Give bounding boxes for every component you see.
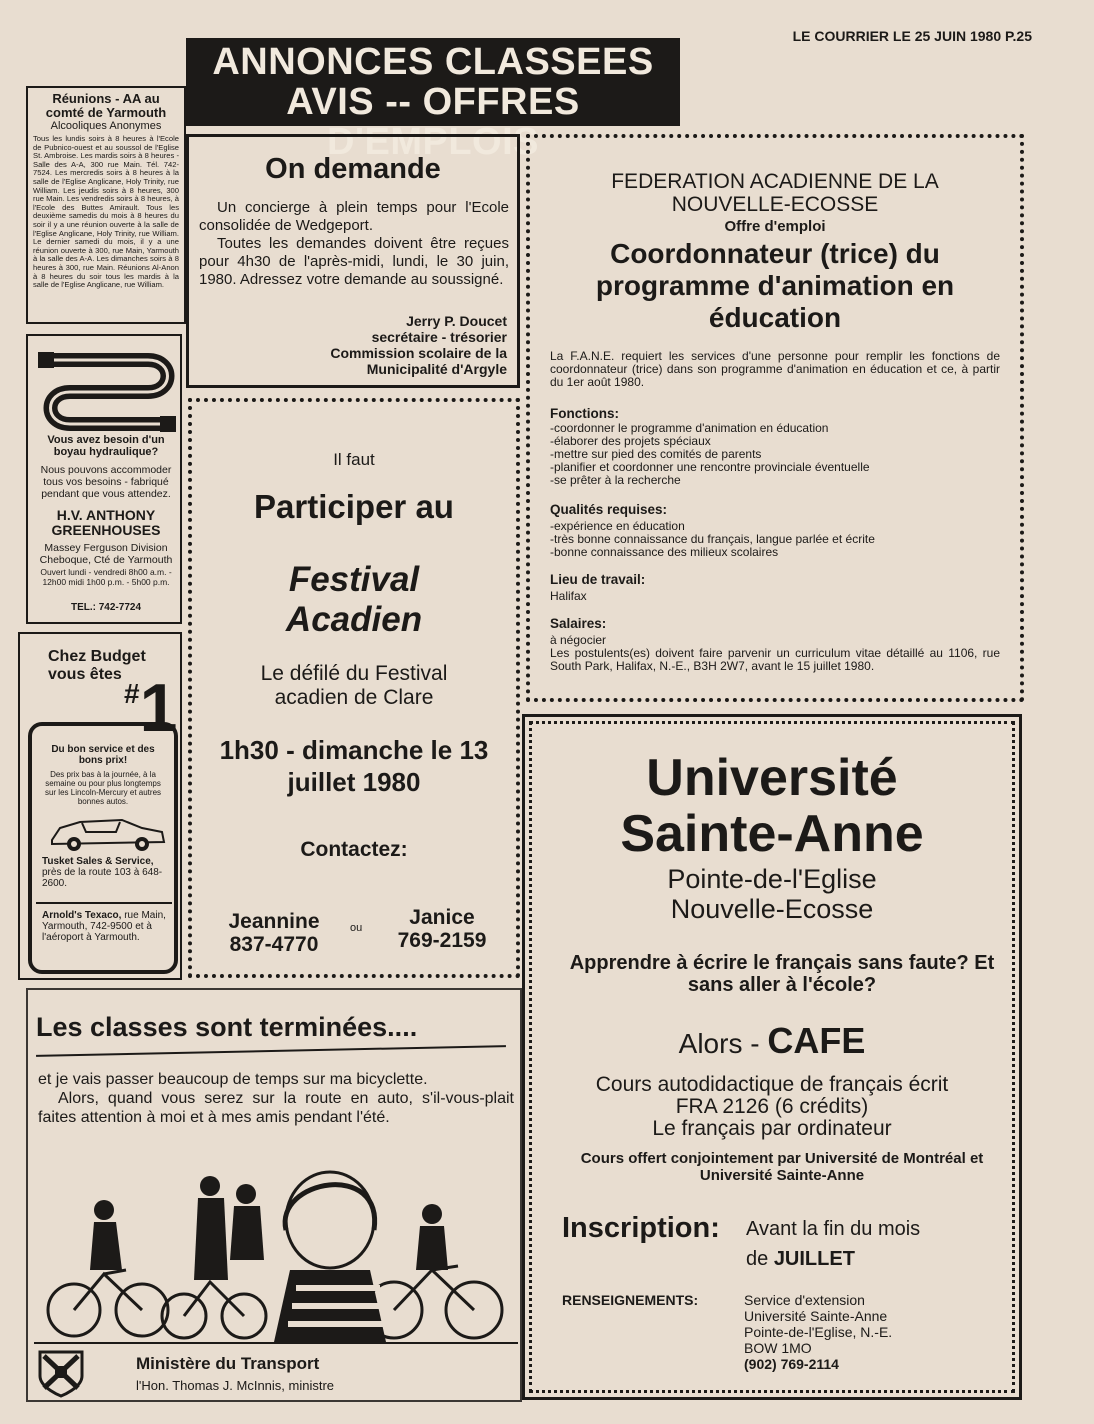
- hydraulic-hose-icon: [36, 342, 176, 432]
- aa-subtitle: Alcooliques Anonymes: [50, 120, 162, 132]
- budget-inner-frame: [28, 722, 178, 974]
- fane-offre: Offre d'emploi: [724, 218, 826, 235]
- contact-2-tel: 769-2159: [397, 929, 487, 952]
- qualite-item: -très bonne connaissance du français, langue parlée et écrite: [550, 532, 875, 546]
- address-line: BOW 1MO: [744, 1340, 812, 1356]
- classes-terminees-ad: [26, 988, 522, 1402]
- fonction-item: -coordonner le programme d'animation en éducation: [550, 421, 829, 435]
- on-demande-ad: [186, 134, 520, 388]
- fane-lieu: Halifax: [550, 589, 587, 603]
- contact-1-tel: 837-4770: [229, 933, 319, 956]
- budget-description: Des prix bas à la journée, à la semaine ou pour plus longtemps sur les Lincoln-Mercury et autres bonnes autos.: [44, 770, 162, 806]
- contact-jeannine: [214, 910, 334, 956]
- festival-defile: Le défilé du Festival acadien de Clare: [260, 662, 448, 709]
- festival-il-faut: Il faut: [333, 450, 375, 469]
- banner-line-2: AVIS -- OFFRES D'EMPLOIS: [286, 81, 580, 163]
- on-demande-signature: [330, 313, 507, 377]
- budget-title: Chez Budget vous êtes: [48, 648, 146, 683]
- cours-line-2: FRA 2126 (6 crédits): [675, 1095, 869, 1118]
- ministre-name: l'Hon. Thomas J. McInnis, ministre: [136, 1378, 335, 1393]
- fonction-item: -mettre sur pied des comités de parents: [550, 447, 762, 461]
- universite-cours: [532, 1074, 1012, 1140]
- fane-fonctions-list: [550, 422, 1000, 487]
- fonction-item: -se prêter à la recherche: [550, 473, 681, 487]
- tusket-sales-text: [42, 856, 168, 889]
- car-icon: [46, 810, 168, 854]
- universite-name-1: Université: [646, 749, 898, 807]
- universite-offert: Cours offert conjointement par Université de Montréal et Université Sainte-Anne: [580, 1150, 984, 1184]
- address-line: Pointe-de-l'Eglise, N.-E.: [744, 1324, 893, 1340]
- universite-loc-1: Pointe-de-l'Eglise: [667, 864, 877, 894]
- universite-alors-cafe: [532, 1020, 1012, 1062]
- arnold-texaco-text: [42, 910, 168, 943]
- classifieds-banner: [186, 38, 680, 163]
- hose-phone: TEL.: 742-7724: [70, 602, 142, 613]
- inscription-month: [746, 1248, 855, 1271]
- on-demande-title: On demande: [265, 153, 441, 185]
- signature-line-3: Commission scolaire de la: [330, 345, 507, 361]
- hose-company-name: H.V. ANTHONY GREENHOUSES: [51, 507, 161, 538]
- festival-contactez: Contactez:: [300, 838, 408, 861]
- universite-loc-2: Nouvelle-Ecosse: [670, 894, 874, 924]
- contact-or: ou: [350, 922, 363, 934]
- page-header-ref: LE COURRIER LE 25 JUIN 1980 P.25: [792, 28, 1032, 44]
- classes-p1: et je vais passer beaucoup de temps sur ma bicyclette.: [38, 1071, 428, 1088]
- fane-qualites-heading: Qualités requises:: [550, 502, 668, 517]
- qualite-item: -bonne connaissance des milieux scolaires: [550, 545, 779, 559]
- renseignements-address: [744, 1292, 892, 1372]
- festival-name: [192, 560, 516, 640]
- festival-acadien-ad: [188, 398, 520, 978]
- universite-name: [532, 750, 1012, 862]
- fane-lieu-heading: Lieu de travail:: [550, 572, 646, 587]
- budget-rank-number: 1: [139, 670, 178, 746]
- tusket-rest: près de la route 103 à 648-2600.: [42, 867, 163, 889]
- fane-job-title: Coordonnateur (trice) du programme d'animation en éducation: [595, 238, 955, 333]
- alors-label: Alors -: [678, 1028, 760, 1059]
- classes-title-underline: [36, 1045, 506, 1057]
- budget-slogan: Du bon service et des bons prix!: [51, 744, 155, 766]
- fane-salaires: à négocier: [550, 633, 607, 647]
- inscription-juillet: JUILLET: [773, 1248, 855, 1270]
- fane-organization: FEDERATION ACADIENNE DE LA NOUVELLE-ECOSSE: [611, 170, 939, 216]
- fonction-item: -planifier et coordonner une rencontre provinciale éventuelle: [550, 460, 870, 474]
- address-line: Service d'extension: [744, 1292, 865, 1308]
- fane-qualites-list: [550, 520, 1000, 559]
- classes-title: Les classes sont terminées....: [36, 1012, 418, 1042]
- budget-divider: [36, 902, 172, 904]
- children-bicycles-illustration: [34, 1170, 518, 1342]
- cafe-label: CAFE: [767, 1020, 866, 1061]
- fane-postulents: Les postulents(es) doivent faire parvenir un curriculum vitae détaillé au 1106, rue South Park, Halifax, N.-E., B3H 2W7, avant le 15 juillet 1980.: [550, 646, 1000, 673]
- inscription-label: Inscription:: [562, 1212, 720, 1244]
- fane-job-ad: [526, 134, 1024, 702]
- on-demande-p2: Toutes les demandes doivent être reçues pour 4h30 de l'après-midi, lundi, le 30 juin, 1980. Adressez votre demande au soussigné.: [199, 235, 509, 288]
- aa-text: Tous les lundis soirs à 8 heures à l'Ecole de Pubnico-ouest et au soussol de l'Eglise St. Ambroise. Les mardis soirs à 8 heures - Salle des A-A, 300 rue Main. Tél. 742-7524. Les mercredis soirs à 8 heures à la salle de l'Eglise Anglicane, Holy Trinity, rue William. Les jeudis soirs à 8 heures, 300 rue Main. Les vendredis soirs à 8 heures, à l'Ecole des Buttes Amirault. Tous les deuxième samedis du mois à 8 heures du soir il y a une réunion ouverte à la salle de l'Eglise Anglicane, Holy Trinity, rue William. Le dernier samedi du mois, il y a une réunion ouverte à 300, rue Main, Yarmouth à la salle des A-A. Les dimanches soirs à 8 heures à 300, rue Main. Réunions Al-Anon à 8 heures du soir tous les mardis à la salle de l'Eglise Anglicane, rue William.: [33, 134, 179, 290]
- tusket-name: Tusket Sales & Service,: [42, 856, 154, 867]
- aa-meetings-ad: [26, 86, 186, 324]
- universite-question: Apprendre à écrire le français sans faute? Et sans aller à l'école?: [569, 952, 995, 996]
- address-line: Université Sainte-Anne: [744, 1308, 888, 1324]
- festival-date: 1h30 - dimanche le 13 juillet 1980: [219, 735, 489, 797]
- universite-name-2: Sainte-Anne: [620, 805, 924, 863]
- on-demande-p1: Un concierge à plein temps pour l'Ecole consolidée de Wedgeport.: [199, 199, 509, 234]
- festival-participer: Participer au: [254, 488, 454, 525]
- nova-scotia-crest-icon: [36, 1348, 86, 1398]
- fane-salaires-heading: Salaires:: [550, 616, 607, 631]
- arnold-name: Arnold's Texaco,: [42, 910, 122, 921]
- hose-division: Massey Ferguson Division Cheboque, Cté de Yarmouth: [39, 542, 173, 566]
- inscription-de: de: [746, 1248, 769, 1270]
- hose-question: Vous avez besoin d'un boyau hydraulique?: [47, 434, 165, 458]
- classes-footer-rule: [34, 1342, 518, 1344]
- fane-intro: La F.A.N.E. requiert les services d'une personne pour remplir les fonctions de coordonnateur (trice) dans son programme d'animation en éducation et ce, à partir du 1er août 1980.: [550, 349, 1000, 389]
- address-line: (902) 769-2114: [744, 1356, 839, 1372]
- arnold-rest: rue Main, Yarmouth, 742-9500 et à l'aéroport à Yarmouth.: [42, 910, 166, 943]
- contact-2-name: Janice: [409, 906, 475, 929]
- universite-sainte-anne-ad: [522, 714, 1022, 1400]
- signature-line-2: secrétaire - trésorier: [371, 329, 507, 345]
- cours-line-1: Cours autodidactique de français écrit: [595, 1073, 949, 1096]
- festival-name-1: Festival: [288, 560, 420, 599]
- budget-rank-hash: #: [124, 678, 140, 709]
- fonction-item: -élaborer des projets spéciaux: [550, 434, 711, 448]
- hose-ad: [26, 334, 182, 624]
- renseignements-label: RENSEIGNEMENTS:: [562, 1292, 699, 1308]
- banner-line-1: ANNONCES CLASSEES: [212, 41, 654, 83]
- aa-title: Réunions - AA au comté de Yarmouth: [45, 91, 167, 120]
- budget-ad: [18, 632, 182, 980]
- contact-1-name: Jeannine: [228, 910, 320, 933]
- ministere-transport: Ministère du Transport: [136, 1354, 320, 1373]
- universite-location: [532, 864, 1012, 924]
- fane-fonctions-heading: Fonctions:: [550, 406, 619, 421]
- classes-p2: Alors, quand vous serez sur la route en auto, s'il-vous-plait faites attention à moi et à mes amis pendant l'été.: [38, 1090, 514, 1126]
- classes-text: [38, 1070, 514, 1127]
- cours-line-3: Le français par ordinateur: [652, 1117, 892, 1140]
- signature-line-4: Municipalité d'Argyle: [366, 361, 507, 377]
- on-demande-text: [199, 199, 509, 289]
- festival-name-2: Acadien: [285, 600, 423, 639]
- contact-janice: [382, 906, 502, 952]
- qualite-item: -expérience en éducation: [550, 519, 685, 533]
- inscription-avant: Avant la fin du mois: [746, 1218, 921, 1240]
- hose-hours: Ouvert lundi - vendredi 8h00 a.m. - 12h00 midi 1h00 p.m. - 5h00 p.m.: [40, 567, 172, 587]
- universite-inner-border: [529, 721, 1015, 1393]
- hose-answer: Nous pouvons accommoder tous vos besoins - fabriqué pendant que vous attendez.: [40, 464, 172, 500]
- signature-line-1: Jerry P. Doucet: [406, 313, 507, 329]
